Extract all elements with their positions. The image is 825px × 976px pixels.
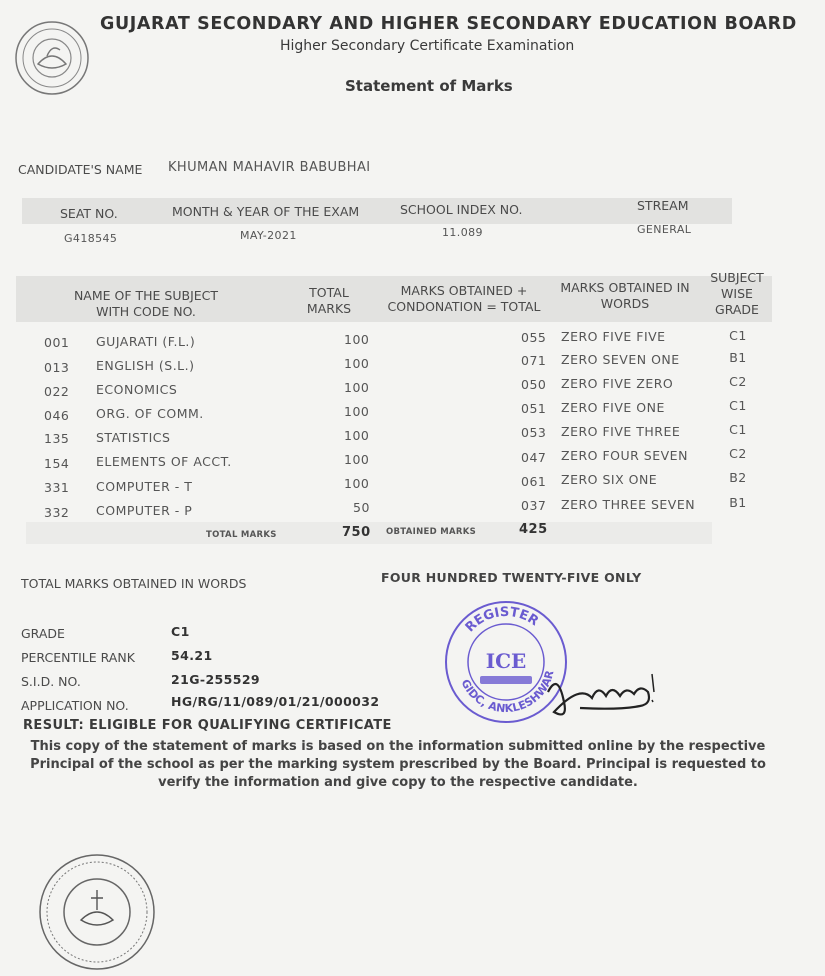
statement-title: Statement of Marks <box>345 77 513 95</box>
subject-code: 022 <box>44 384 70 399</box>
obtained-marks: 051 <box>521 401 547 416</box>
total-marks: 100 <box>344 356 370 371</box>
subject-code: 332 <box>44 505 70 520</box>
subject-code: 154 <box>44 456 70 471</box>
total-marks: 50 <box>353 500 370 515</box>
subject-grade: B1 <box>729 495 747 510</box>
exam-month-value: MAY-2021 <box>240 229 297 242</box>
subject-grade: C1 <box>729 328 747 343</box>
stamp-center-text: ICE <box>485 649 527 673</box>
disclaimer-line-1: This copy of the statement of marks is based on the information submitted online by the respective <box>30 739 766 754</box>
stamp-top-text: REGISTER <box>462 604 541 636</box>
percentile-label: PERCENTILE RANK <box>21 650 135 665</box>
marks-in-words: ZERO FIVE ONE <box>561 400 665 415</box>
school-index-value: 11.089 <box>442 226 483 239</box>
exam-name: Higher Secondary Certificate Examination <box>280 38 575 54</box>
col-words-header: MARKS OBTAINED IN WORDS <box>560 280 690 311</box>
signature <box>540 662 670 726</box>
subject-code: 013 <box>44 360 70 375</box>
obtained-marks: 047 <box>521 450 547 465</box>
subject-name: ELEMENTS OF ACCT. <box>96 454 232 469</box>
subject-name: ENGLISH (S.L.) <box>96 358 195 373</box>
obtained-marks: 037 <box>521 498 547 513</box>
obtained-marks: 050 <box>521 377 547 392</box>
obtained-marks: 053 <box>521 425 547 440</box>
obtained-marks: 055 <box>521 330 547 345</box>
disclaimer-line-3: verify the information and give copy to the respective candidate. <box>158 775 638 790</box>
grade-value: C1 <box>171 624 190 639</box>
svg-text:REGISTER <box>463 605 541 635</box>
subject-code: 135 <box>44 431 70 446</box>
info-header-band <box>22 198 732 224</box>
grade-label: GRADE <box>21 626 65 641</box>
percentile-value: 54.21 <box>171 648 213 663</box>
subject-code: 001 <box>44 335 70 350</box>
subject-name: ECONOMICS <box>96 382 178 397</box>
subject-grade: C2 <box>729 446 747 461</box>
result-line: RESULT: ELIGIBLE FOR QUALIFYING CERTIFICATE <box>23 718 392 733</box>
stamp-bottom-text: GIDC, ANKLESHWAR <box>458 669 557 716</box>
subject-grade: C1 <box>729 422 747 437</box>
board-title: GUJARAT SECONDARY AND HIGHER SECONDARY EDUCATION BOARD <box>100 14 797 34</box>
disclaimer-line-2: Principal of the school as per the marking system prescribed by the Board. Principal is requested to <box>30 757 766 772</box>
col-grade-header: SUBJECT WISE GRADE <box>710 270 764 317</box>
subject-name: STATISTICS <box>96 430 171 445</box>
total-marks-value: 750 <box>342 525 371 540</box>
marks-in-words: ZERO FIVE ZERO <box>561 376 674 391</box>
seat-no-label: SEAT NO. <box>60 206 118 221</box>
subject-name: COMPUTER - T <box>96 479 193 494</box>
board-logo <box>14 20 90 96</box>
sid-value: 21G-255529 <box>171 672 261 687</box>
obtained-marks-label: OBTAINED MARKS <box>386 527 477 537</box>
obtained-marks: 071 <box>521 353 547 368</box>
school-index-label: SCHOOL INDEX NO. <box>400 202 523 217</box>
obtained-marks: 061 <box>521 474 547 489</box>
application-label: APPLICATION NO. <box>21 698 129 713</box>
total-words-value: FOUR HUNDRED TWENTY-FIVE ONLY <box>381 570 642 585</box>
marks-in-words: ZERO FIVE FIVE <box>561 329 666 344</box>
stream-label: STREAM <box>637 198 689 213</box>
sid-label: S.I.D. NO. <box>21 674 81 689</box>
subject-grade: C1 <box>729 398 747 413</box>
marks-in-words: ZERO FOUR SEVEN <box>561 448 688 463</box>
col-obtained-header: MARKS OBTAINED + CONDONATION = TOTAL <box>387 283 541 314</box>
candidate-name: KHUMAN MAHAVIR BABUBHAI <box>168 160 371 175</box>
total-marks: 100 <box>344 380 370 395</box>
application-value: HG/RG/11/089/01/21/000032 <box>171 694 380 709</box>
total-words-label: TOTAL MARKS OBTAINED IN WORDS <box>21 576 247 591</box>
candidate-name-label: CANDIDATE'S NAME <box>18 162 143 177</box>
subject-name: ORG. OF COMM. <box>96 406 204 421</box>
subject-grade: B2 <box>729 470 747 485</box>
total-marks: 100 <box>344 404 370 419</box>
total-marks-label: TOTAL MARKS <box>206 530 277 540</box>
subject-grade: B1 <box>729 350 747 365</box>
total-marks: 100 <box>344 332 370 347</box>
school-seal <box>36 852 158 972</box>
exam-month-label: MONTH & YEAR OF THE EXAM <box>172 204 360 219</box>
total-marks: 100 <box>344 428 370 443</box>
marks-in-words: ZERO SEVEN ONE <box>561 352 680 367</box>
col-subject-header: NAME OF THE SUBJECT WITH CODE NO. <box>73 288 219 319</box>
obtained-marks-value: 425 <box>519 522 548 537</box>
subject-grade: C2 <box>729 374 747 389</box>
subject-name: GUJARATI (F.L.) <box>96 334 196 349</box>
marks-in-words: ZERO SIX ONE <box>561 472 658 487</box>
marks-in-words: ZERO FIVE THREE <box>561 424 681 439</box>
subject-code: 331 <box>44 480 70 495</box>
subject-name: COMPUTER - P <box>96 503 193 518</box>
total-marks: 100 <box>344 476 370 491</box>
seat-no-value: G418545 <box>64 232 118 245</box>
marks-in-words: ZERO THREE SEVEN <box>561 497 696 512</box>
col-total-header: TOTAL MARKS <box>306 285 352 316</box>
stream-value: GENERAL <box>637 223 692 236</box>
total-marks: 100 <box>344 452 370 467</box>
subject-code: 046 <box>44 408 70 423</box>
